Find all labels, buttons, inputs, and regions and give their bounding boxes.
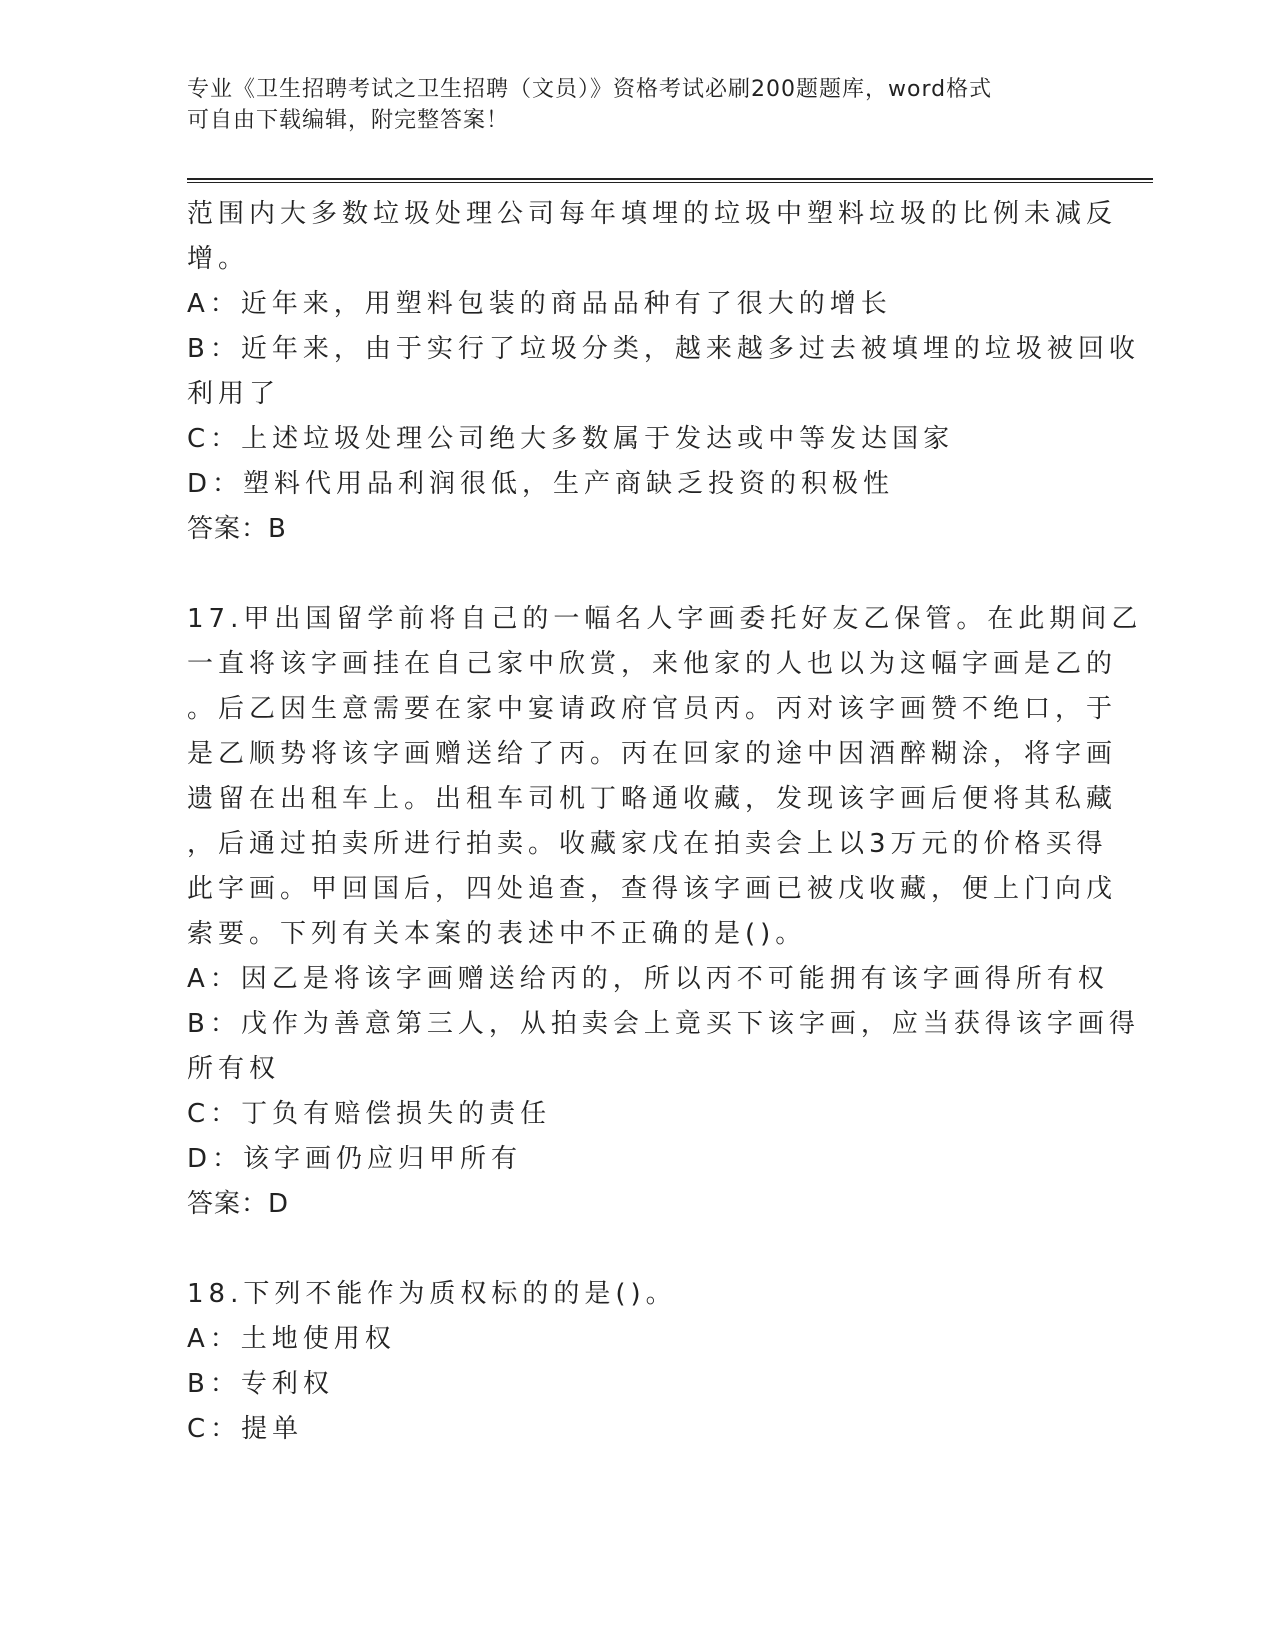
option-b-continued: 利用了 — [187, 379, 281, 409]
option-c: C：丁负有赔偿损失的责任 — [187, 1099, 552, 1129]
question-stem-line: 17.甲出国留学前将自己的一幅名人字画委托好友乙保管。在此期间乙 — [187, 604, 1143, 634]
question-spacer — [187, 1227, 1077, 1272]
question-stem-line: 18.下列不能作为质权标的的是()。 — [187, 1279, 677, 1309]
page-header — [187, 74, 1087, 136]
question-stem-line: 是乙顺势将该字画赠送给了丙。丙在回家的途中因酒醉糊涂，将字画 — [187, 739, 1118, 769]
question-stem-line: 增。 — [187, 244, 250, 274]
question-stem-line: 一直将该字画挂在自己家中欣赏，来他家的人也以为这幅字画是乙的 — [187, 649, 1118, 679]
option-a: A：因乙是将该字画赠送给丙的，所以丙不可能拥有该字画得所有权 — [187, 964, 1109, 994]
question-16 — [187, 192, 1140, 552]
question-stem-line: 索要。下列有关本案的表述中不正确的是()。 — [187, 919, 807, 949]
option-b: B：戊作为善意第三人，从拍卖会上竟买下该字画，应当获得该字画得 — [187, 1009, 1140, 1039]
option-b-continued: 所有权 — [187, 1054, 281, 1084]
option-b: B：专利权 — [187, 1369, 334, 1399]
question-stem-line: 遗留在出租车上。出租车司机丁略通收藏，发现该字画后便将其私藏 — [187, 784, 1118, 814]
header-divider — [187, 178, 1153, 183]
option-b: B：近年来，由于实行了垃圾分类，越来越多过去被填埋的垃圾被回收 — [187, 334, 1140, 364]
option-d: D：塑料代用品利润很低，生产商缺乏投资的积极性 — [187, 469, 895, 499]
question-stem-line: ，后通过拍卖所进行拍卖。收藏家戊在拍卖会上以3万元的价格买得 — [187, 829, 1108, 859]
option-c: C：提单 — [187, 1414, 304, 1444]
header-title-line-1: 专业《卫生招聘考试之卫生招聘（文员）》资格考试必刷200题题库，word格式 — [187, 77, 993, 102]
question-18 — [187, 1272, 1077, 1452]
header-title-line-2: 可自由下载编辑，附完整答案！ — [187, 108, 510, 133]
option-a: A：土地使用权 — [187, 1324, 396, 1354]
option-c: C：上述垃圾处理公司绝大多数属于发达或中等发达国家 — [187, 424, 955, 454]
question-17 — [187, 597, 1143, 1227]
answer-label: 答案：D — [187, 1189, 290, 1219]
answer-label: 答案：B — [187, 514, 287, 544]
question-stem-line: 。后乙因生意需要在家中宴请政府官员丙。丙对该字画赞不绝口，于 — [187, 694, 1118, 724]
question-stem-line: 此字画。甲回国后，四处追查，查得该字画已被戊收藏，便上门向戊 — [187, 874, 1118, 904]
question-stem-line: 范围内大多数垃圾处理公司每年填埋的垃圾中塑料垃圾的比例未减反 — [187, 199, 1118, 229]
option-d: D：该字画仍应归甲所有 — [187, 1144, 523, 1174]
question-content — [187, 192, 1143, 1452]
question-spacer — [187, 552, 1077, 597]
option-a: A：近年来，用塑料包装的商品品种有了很大的增长 — [187, 289, 892, 319]
